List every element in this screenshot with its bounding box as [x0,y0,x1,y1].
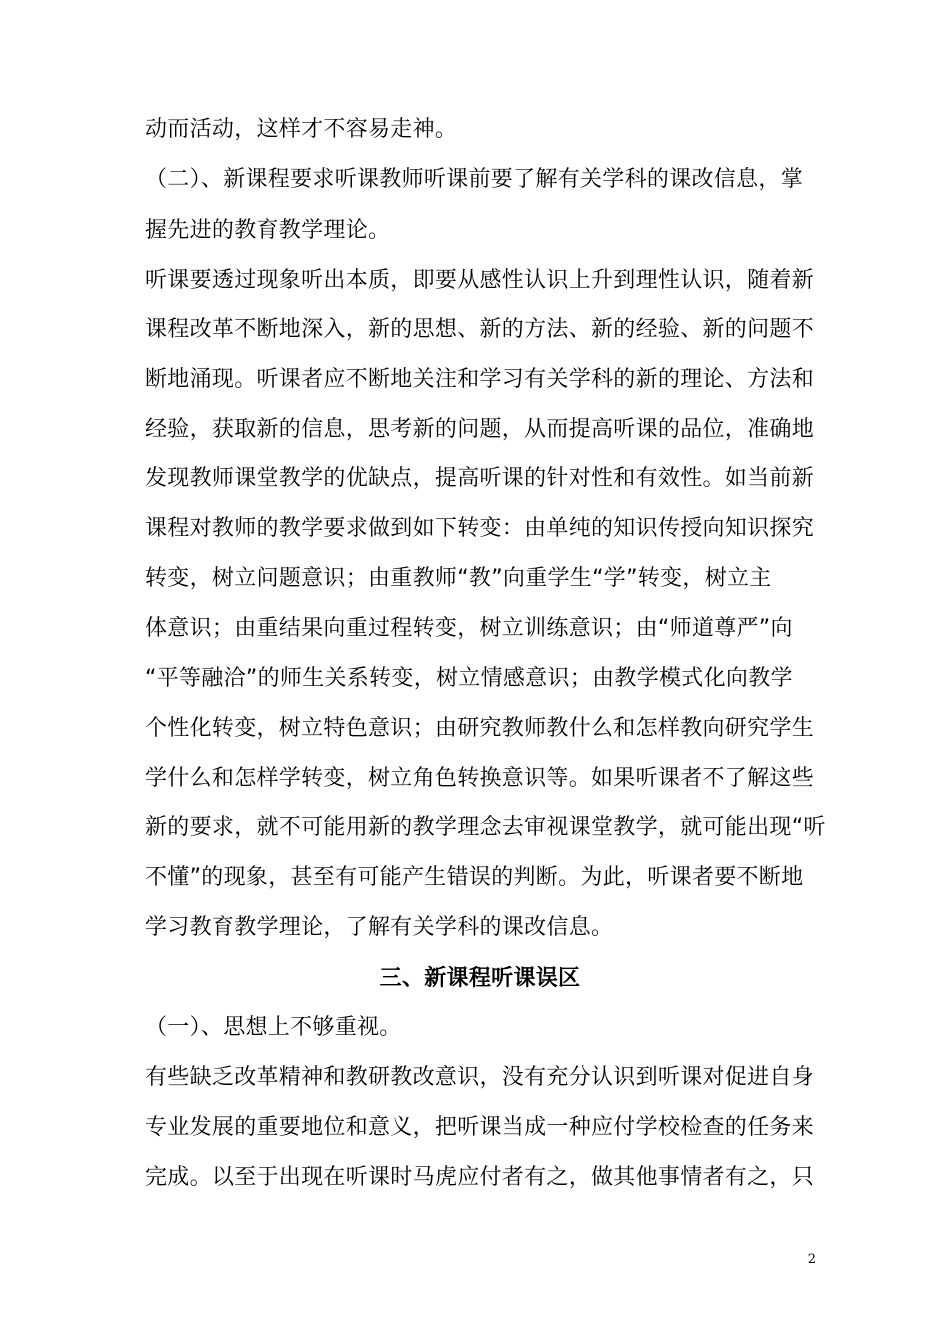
text-line: 课程改革不断地深入，新的思想、新的方法、新的经验、新的问题不 [145,317,815,342]
text-line: 握先进的教育教学理论。 [145,218,391,243]
text-line: 经验，获取新的信息，思考新的问题，从而提高听课的品位，准确地 [145,417,815,442]
text-line: 专业发展的重要地位和意义，把听课当成一种应付学校检查的任务来 [145,1115,815,1140]
text-line: 断地涌现。听课者应不断地关注和学习有关学科的新的理论、方法和 [145,367,815,392]
text-line: 听课要透过现象听出本质，即要从感性认识上升到理性认识，随着新 [145,268,815,293]
page-number: 2 [807,1252,816,1267]
subsection-heading: （一）、思想上不够重视。 [145,1015,402,1040]
text-line: 个性化转变，树立特色意识；由研究教师教什么和怎样教向研究学生 [145,716,815,741]
text-line: 有些缺乏改革精神和教研教改意识，没有充分认识到听课对促进自身 [145,1065,815,1090]
text-line: 完成。以至于出现在听课时马虎应付者有之，做其他事情者有之，只 [145,1165,815,1190]
text-line: 动而活动，这样才不容易走神。 [145,117,458,142]
text-line: “平等融洽”的师生关系转变，树立情感意识；由教学模式化向教学 [145,666,793,691]
text-line: （二）、新课程要求听课教师听课前要了解有关学科的课改信息，掌 [145,167,804,192]
text-line: 体意识；由重结果向重过程转变，树立训练意识；由“师道尊严”向 [145,616,793,641]
text-line: 学什么和怎样学转变，树立角色转换意识等。如果听课者不了解这些 [145,766,815,791]
text-line: 发现教师课堂教学的优缺点，提高听课的针对性和有效性。如当前新 [145,466,815,491]
text-line: 学习教育教学理论，了解有关学科的课改信息。 [145,915,614,940]
text-line: 不懂”的现象，甚至有可能产生错误的判断。为此，听课者要不断地 [145,865,804,890]
text-line: 转变，树立问题意识；由重教师“教”向重学生“学”转变，树立主 [145,566,772,591]
section-heading: 三、新课程听课误区 [379,966,581,991]
text-line: 新的要求，就不可能用新的教学理念去审视课堂教学，就可能出现“听 [145,815,826,840]
text-line: 课程对教师的教学要求做到如下转变：由单纯的知识传授向知识探究 [145,516,815,541]
